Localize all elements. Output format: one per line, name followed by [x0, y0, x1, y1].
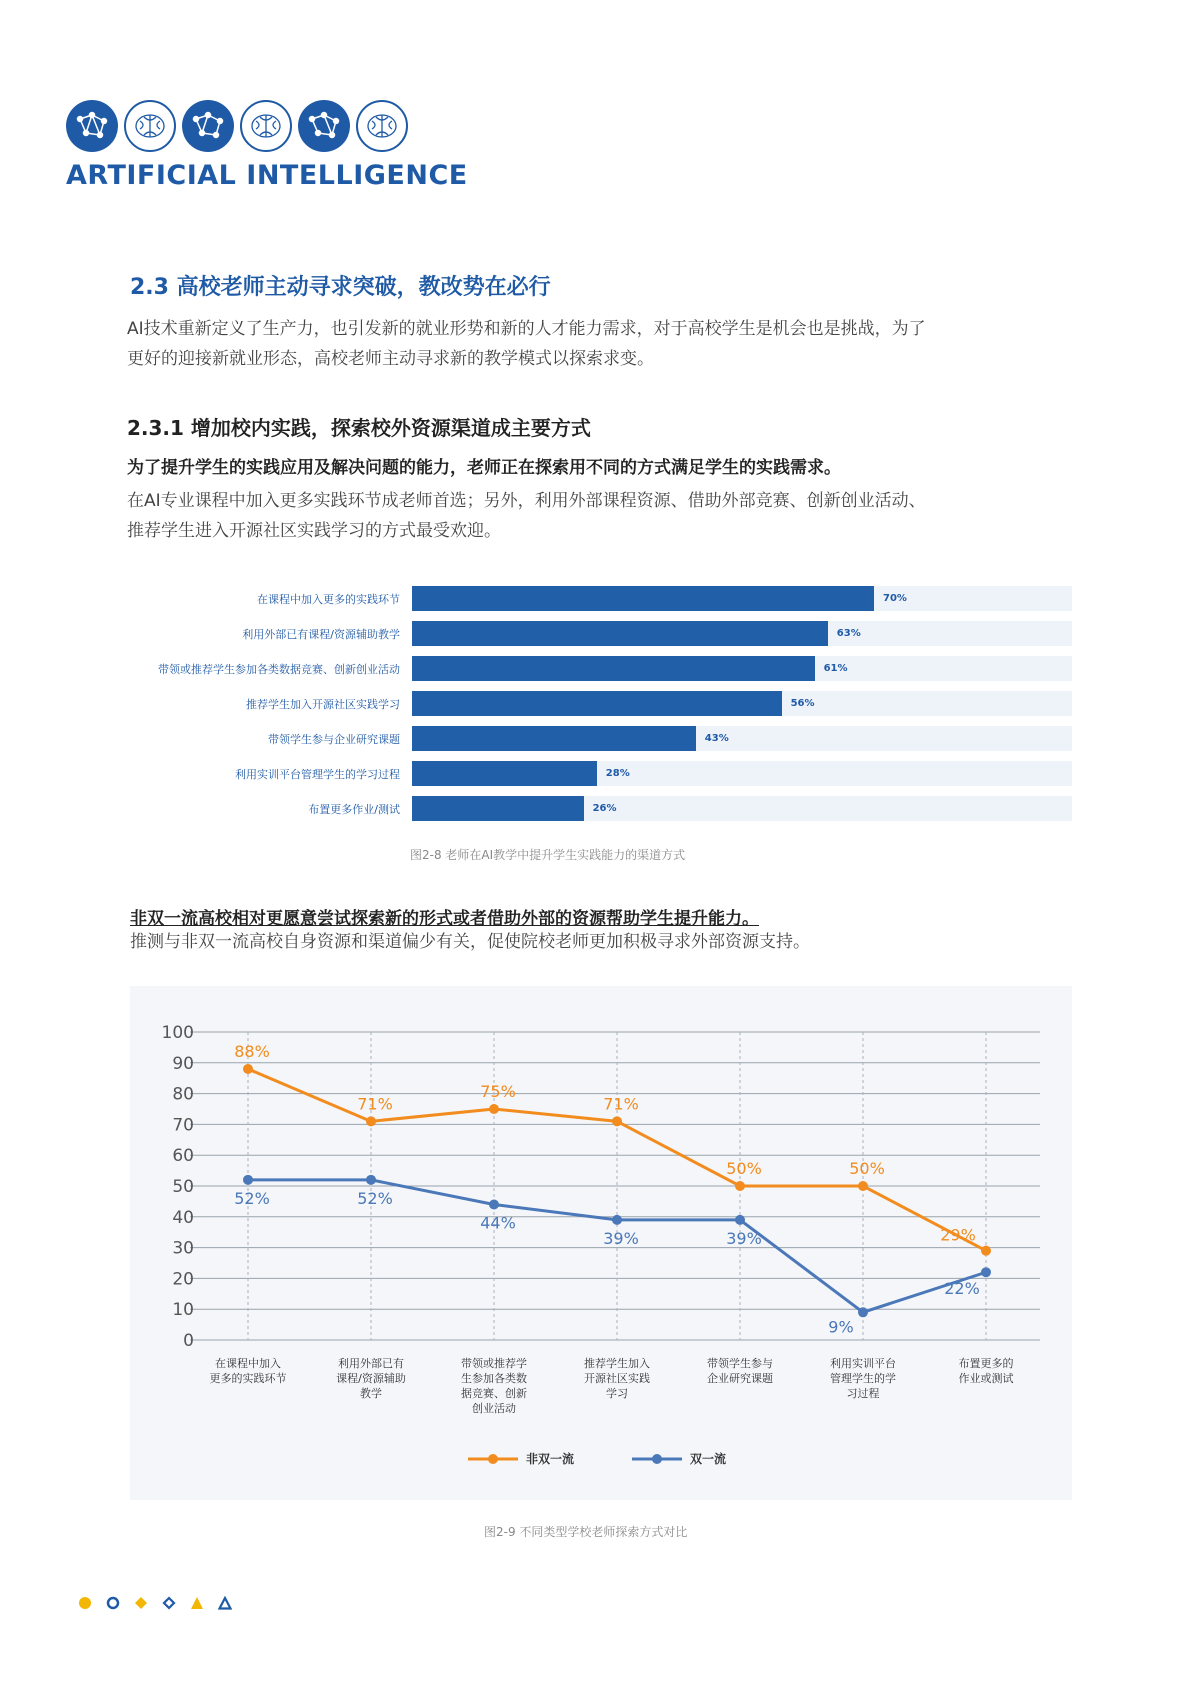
data-point — [612, 1116, 622, 1126]
data-label: 44% — [480, 1213, 516, 1233]
brain-icon — [124, 100, 176, 152]
data-point — [243, 1064, 253, 1074]
x-tick-label: 据竞赛、创新 — [461, 1387, 527, 1400]
bar-label: 推荐学生加入开源社区实践学习 — [246, 698, 400, 711]
y-tick-label: 60 — [172, 1146, 194, 1167]
x-tick-label: 企业研究课题 — [707, 1372, 773, 1385]
x-tick-label: 布置更多的 — [958, 1357, 1014, 1370]
data-point — [858, 1307, 868, 1317]
legend-label-double: 双一流 — [690, 1452, 727, 1466]
y-tick-label: 90 — [172, 1053, 194, 1074]
data-label: 52% — [234, 1188, 270, 1208]
subsection-title: 2.3.1 增加校内实践，探索校外资源渠道成主要方式 — [127, 416, 591, 440]
data-label: 75% — [480, 1082, 516, 1101]
data-point — [489, 1199, 499, 1209]
bar-value-label: 26% — [592, 803, 617, 814]
legend-swatch-double — [632, 1452, 682, 1466]
footer-icons — [78, 1596, 232, 1610]
y-tick-label: 0 — [183, 1331, 194, 1351]
x-tick-label: 更多的实践环节 — [209, 1372, 287, 1385]
bar-value-label: 63% — [836, 628, 861, 639]
x-tick-label: 开源社区实践 — [584, 1372, 650, 1385]
x-tick-label: 在课程中加入 — [215, 1357, 281, 1370]
bar-label: 带领或推荐学生参加各类数据竞赛、创新创业活动 — [158, 663, 400, 676]
data-point — [981, 1246, 991, 1256]
x-tick-label: 创业活动 — [472, 1402, 516, 1415]
y-tick-label: 10 — [172, 1300, 194, 1321]
y-tick-label: 20 — [172, 1269, 194, 1290]
legend — [468, 1450, 726, 1467]
brand-title: ARTIFICIAL INTELLIGENCE — [66, 160, 468, 191]
data-point — [735, 1181, 745, 1191]
brain-icon — [240, 100, 292, 152]
network-icon — [298, 100, 350, 152]
legend-swatch-non-double — [468, 1452, 518, 1466]
data-point — [489, 1104, 499, 1114]
subsection-body-line-1: 在AI专业课程中加入更多实践环节成老师首选；另外，利用外部课程资源、借助外部竞赛、创新创业活动、 — [127, 491, 926, 511]
data-label: 29% — [940, 1225, 976, 1245]
diamond-filled-icon — [134, 1596, 148, 1610]
legend-label-non-double: 非双一流 — [526, 1452, 575, 1466]
x-tick-label: 作业或测试 — [958, 1372, 1014, 1385]
y-tick-label: 30 — [172, 1238, 194, 1259]
data-label: 9% — [828, 1317, 854, 1337]
subsection-lead: 为了提升学生的实践应用及解决问题的能力，老师正在探索用不同的方式满足学生的实践需求。 — [127, 458, 841, 478]
bar — [412, 586, 874, 611]
line-chart-panel — [130, 986, 1072, 1500]
bar — [412, 691, 782, 716]
bar — [412, 656, 815, 681]
data-label: 50% — [849, 1159, 885, 1178]
y-tick-label: 50 — [172, 1177, 194, 1197]
compare-lead: 非双一流高校相对更愿意尝试探索新的形式或者借助外部的资源帮助学生提升能力。 — [130, 909, 759, 929]
bar-value-label: 56% — [790, 698, 815, 709]
data-point — [735, 1215, 745, 1225]
triangle-filled-icon — [190, 1596, 204, 1610]
bar-value-label: 61% — [823, 663, 848, 674]
y-tick-label: 40 — [172, 1207, 194, 1228]
line-chart — [130, 986, 1072, 1500]
data-label: 39% — [726, 1228, 762, 1248]
x-tick-label: 学习 — [606, 1387, 628, 1400]
diamond-outline-icon — [162, 1596, 176, 1610]
data-point — [981, 1267, 991, 1277]
x-tick-label: 课程/资源辅助 — [336, 1372, 406, 1385]
bar-label: 利用实训平台管理学生的学习过程 — [235, 768, 400, 781]
section-title: 2.3 高校老师主动寻求突破，教改势在必行 — [130, 275, 551, 300]
x-tick-label: 带领或推荐学 — [461, 1357, 527, 1370]
subsection-body-line-2: 推荐学生进入开源社区实践学习的方式最受欢迎。 — [127, 521, 501, 541]
section-intro-line-2: 更好的迎接新就业形态，高校老师主动寻求新的教学模式以探索求变。 — [127, 349, 654, 369]
bar — [412, 796, 584, 821]
x-tick-label: 管理学生的学 — [830, 1372, 896, 1385]
data-label: 22% — [944, 1279, 980, 1299]
data-point — [858, 1181, 868, 1191]
dot-filled-icon — [78, 1596, 92, 1610]
data-label: 71% — [357, 1094, 393, 1114]
bar-label: 布置更多作业/测试 — [308, 803, 400, 816]
data-label: 71% — [603, 1094, 639, 1114]
bar — [412, 621, 828, 646]
data-label: 52% — [357, 1188, 393, 1208]
x-tick-label: 利用外部已有 — [338, 1357, 404, 1370]
triangle-outline-icon — [218, 1596, 232, 1610]
line-chart-caption: 图2-9 不同类型学校老师探索方式对比 — [484, 1525, 688, 1539]
data-label: 88% — [234, 1041, 270, 1061]
bar — [412, 726, 696, 751]
data-point — [243, 1175, 253, 1185]
y-tick-label: 100 — [161, 1023, 194, 1043]
bar-chart-caption: 图2-8 老师在AI教学中提升学生实践能力的渠道方式 — [410, 848, 686, 862]
dot-outline-icon — [106, 1596, 120, 1610]
x-tick-label: 带领学生参与 — [707, 1357, 773, 1370]
x-tick-label: 习过程 — [846, 1387, 880, 1400]
data-point — [366, 1175, 376, 1185]
section-intro-line-1: AI技术重新定义了生产力，也引发新的就业形势和新的人才能力需求，对于高校学生是机会也是挑战，为了 — [127, 319, 926, 339]
x-tick-label: 利用实训平台 — [830, 1357, 896, 1370]
brain-icon — [356, 100, 408, 152]
logo-row — [66, 100, 408, 152]
bar-value-label: 70% — [883, 593, 907, 604]
data-label: 50% — [726, 1159, 762, 1178]
network-icon — [66, 100, 118, 152]
bar-label: 利用外部已有课程/资源辅助教学 — [242, 628, 400, 641]
bar-value-label: 43% — [704, 733, 729, 744]
bar — [412, 761, 597, 786]
y-tick-label: 80 — [172, 1084, 194, 1105]
x-tick-label: 生参加各类数 — [461, 1372, 527, 1385]
bar-label: 带领学生参与企业研究课题 — [268, 733, 400, 746]
bar-value-label: 28% — [605, 768, 630, 779]
y-tick-label: 70 — [172, 1115, 194, 1136]
data-label: 39% — [603, 1228, 639, 1248]
data-point — [612, 1215, 622, 1225]
network-icon — [182, 100, 234, 152]
x-tick-label: 推荐学生加入 — [584, 1357, 650, 1370]
x-tick-label: 教学 — [360, 1387, 382, 1400]
bar-label: 在课程中加入更多的实践环节 — [257, 593, 400, 606]
data-point — [366, 1116, 376, 1126]
compare-body: 推测与非双一流高校自身资源和渠道偏少有关，促使院校老师更加积极寻求外部资源支持。 — [130, 932, 810, 952]
